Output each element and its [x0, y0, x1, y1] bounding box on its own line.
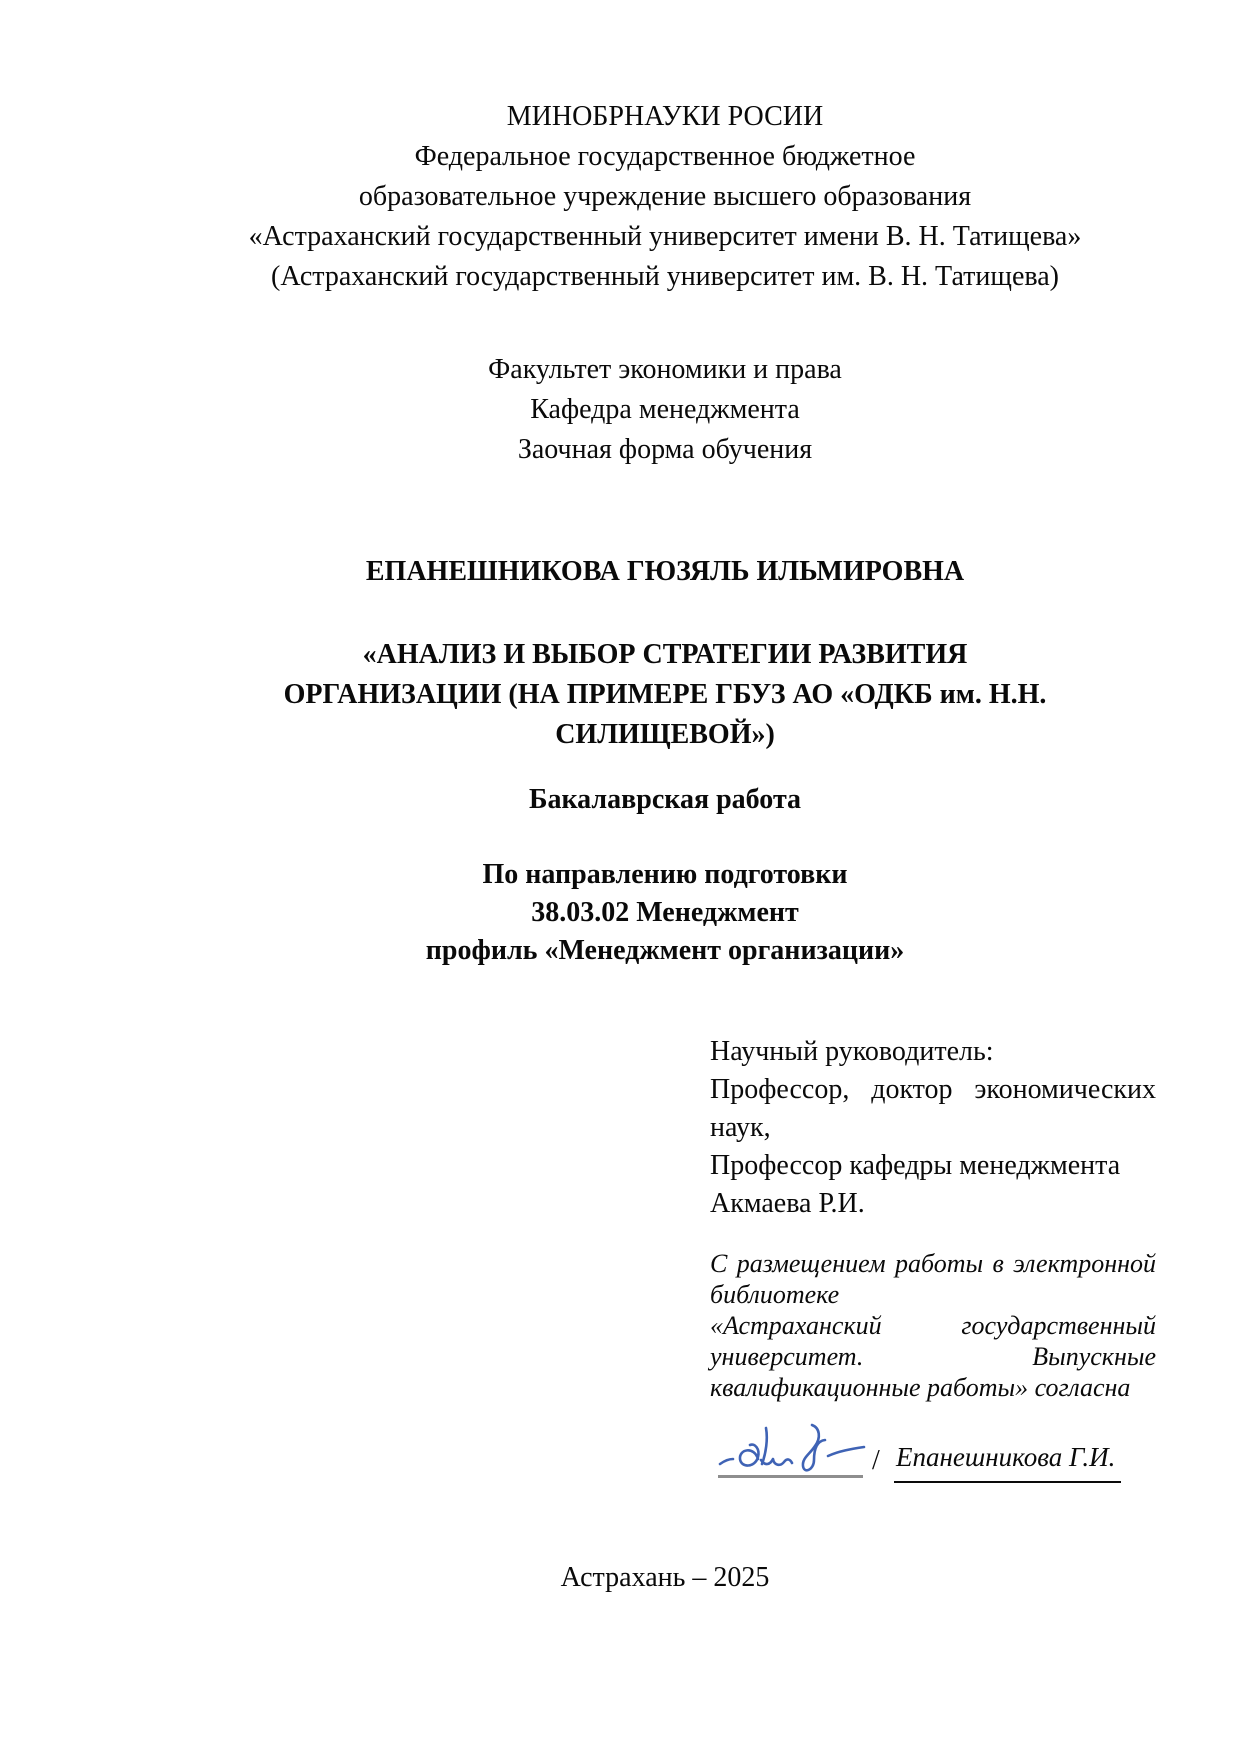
ministry-line: МИНОБРНАУКИ РОСИИ: [506, 101, 824, 132]
signature-author-name: Епанешникова Г.И.: [894, 1437, 1121, 1483]
author-name: ЕПАНЕШНИКОВА ГЮЗЯЛЬ ИЛЬМИРОВНА: [365, 556, 965, 587]
consent-line: библиотеке: [710, 1280, 840, 1309]
supervisor-label: Научный руководитель:: [710, 1036, 994, 1067]
consent-line: университет. Выпускные: [710, 1342, 1156, 1371]
department-line: Кафедра менеджмента: [530, 394, 800, 425]
faculty-line: Факультет экономики и права: [488, 354, 842, 385]
handwritten-signature-icon: [714, 1419, 886, 1477]
consent-line: С размещением работы в электронной: [710, 1249, 1156, 1278]
consent-line: «Астраханский государственный: [710, 1311, 1156, 1340]
thesis-title-line: СИЛИЩЕВОЙ»): [555, 719, 775, 750]
supervisor-degree-line: наук,: [710, 1112, 771, 1143]
signature-slash: /: [872, 1445, 880, 1476]
supervisor-position-line: Профессор кафедры менеджмента: [710, 1150, 1121, 1181]
study-form-line: Заочная форма обучения: [517, 434, 813, 465]
signature-row: [710, 1423, 1156, 1485]
supervisor-block: [710, 1033, 1156, 1223]
consent-line: квалификационные работы» согласна: [710, 1373, 1131, 1402]
program-block: [177, 856, 1153, 970]
city-year-line: Астрахань – 2025: [560, 1562, 770, 1593]
program-profile: профиль «Менеджмент организации»: [425, 935, 905, 966]
institution-line-1: Федеральное государственное бюджетное: [414, 141, 916, 172]
supervisor-degree-line: Профессор, доктор экономических: [710, 1074, 1156, 1105]
thesis-title-line: ОРГАНИЗАЦИИ (НА ПРИМЕРЕ ГБУЗ АО «ОДКБ им. Н.Н.: [283, 679, 1047, 710]
program-direction-label: По направлению подготовки: [482, 859, 848, 890]
thesis-title-line: «АНАЛИЗ И ВЫБОР СТРАТЕГИИ РАЗВИТИЯ: [362, 639, 968, 670]
university-short-name: (Астраханский государственный университет им. В. Н. Татищева): [271, 261, 1059, 292]
program-code: 38.03.02 Менеджмент: [531, 897, 799, 928]
ministry-header: [177, 97, 1153, 297]
institution-line-2: образовательное учреждение высшего образования: [358, 181, 972, 212]
work-type: Бакалаврская работа: [528, 784, 802, 815]
university-full-name: «Астраханский государственный университет имени В. Н. Татищева»: [248, 221, 1082, 252]
faculty-block: [177, 350, 1153, 470]
thesis-title: [177, 635, 1153, 755]
consent-statement: [710, 1248, 1156, 1403]
supervisor-name: Акмаева Р.И.: [710, 1188, 865, 1219]
